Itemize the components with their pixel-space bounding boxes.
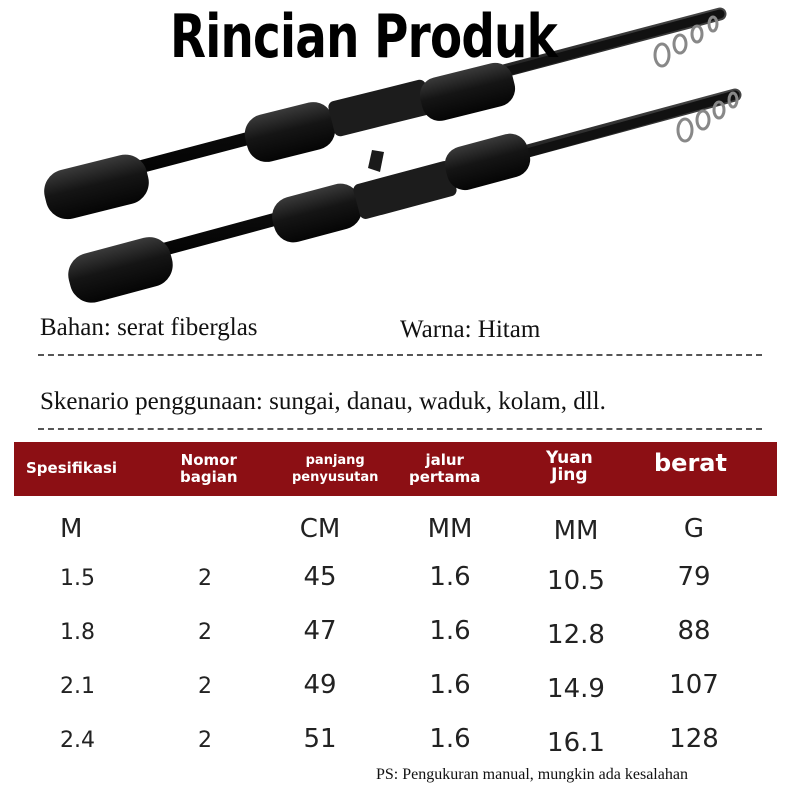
sections-cell: 2 — [198, 674, 212, 699]
unit-cell: M — [60, 514, 83, 544]
usage-scenario-text: Skenario penggunaan: sungai, danau, waduk, kolam, dll. — [40, 388, 606, 415]
length-cell: 1.8 — [60, 620, 95, 645]
first-line-cell: 1.6 — [429, 724, 471, 754]
weight-cell: 79 — [677, 562, 711, 592]
header-spec: Spesifikasi — [26, 459, 118, 477]
unit-cell: MM — [427, 514, 473, 544]
retracted-cell: 47 — [303, 616, 337, 646]
retracted-cell: 51 — [303, 724, 337, 754]
yuan-jing-cell: 10.5 — [547, 566, 605, 596]
header-sections: Nomor bagian — [180, 451, 238, 486]
unit-cell: G — [683, 514, 705, 544]
casting-rod — [63, 93, 737, 308]
length-cell: 2.4 — [60, 728, 95, 753]
sections-cell: 2 — [198, 566, 212, 591]
measurement-note: PS: Pengukuran manual, mungkin ada kesalahan — [376, 766, 688, 783]
first-line-cell: 1.6 — [429, 670, 471, 700]
length-cell: 1.5 — [60, 566, 95, 591]
header-yuan-jing: Yuan Jing — [546, 448, 593, 485]
weight-cell: 107 — [669, 670, 719, 700]
table-header — [14, 442, 777, 496]
yuan-jing-cell: 12.8 — [547, 620, 605, 650]
first-line-cell: 1.6 — [429, 616, 471, 646]
color-text: Warna: Hitam — [400, 316, 541, 343]
sections-cell: 2 — [198, 620, 212, 645]
header-weight: berat — [654, 449, 727, 477]
retracted-cell: 45 — [303, 562, 337, 592]
page-title: Rincian Produk — [170, 2, 557, 72]
yuan-jing-cell: 16.1 — [547, 728, 605, 758]
header-first-line: jalur pertama — [409, 451, 481, 486]
header-retracted-length: panjang penyusutan — [292, 453, 379, 485]
divider — [38, 354, 762, 356]
sections-cell: 2 — [198, 728, 212, 753]
material-text: Bahan: serat fiberglas — [40, 314, 258, 341]
divider — [38, 428, 762, 430]
first-line-cell: 1.6 — [429, 562, 471, 592]
weight-cell: 88 — [677, 616, 711, 646]
weight-cell: 128 — [669, 724, 719, 754]
unit-cell: CM — [299, 514, 341, 544]
retracted-cell: 49 — [303, 670, 337, 700]
length-cell: 2.1 — [60, 674, 95, 699]
yuan-jing-cell: 14.9 — [547, 674, 605, 704]
unit-cell: MM — [553, 516, 599, 546]
